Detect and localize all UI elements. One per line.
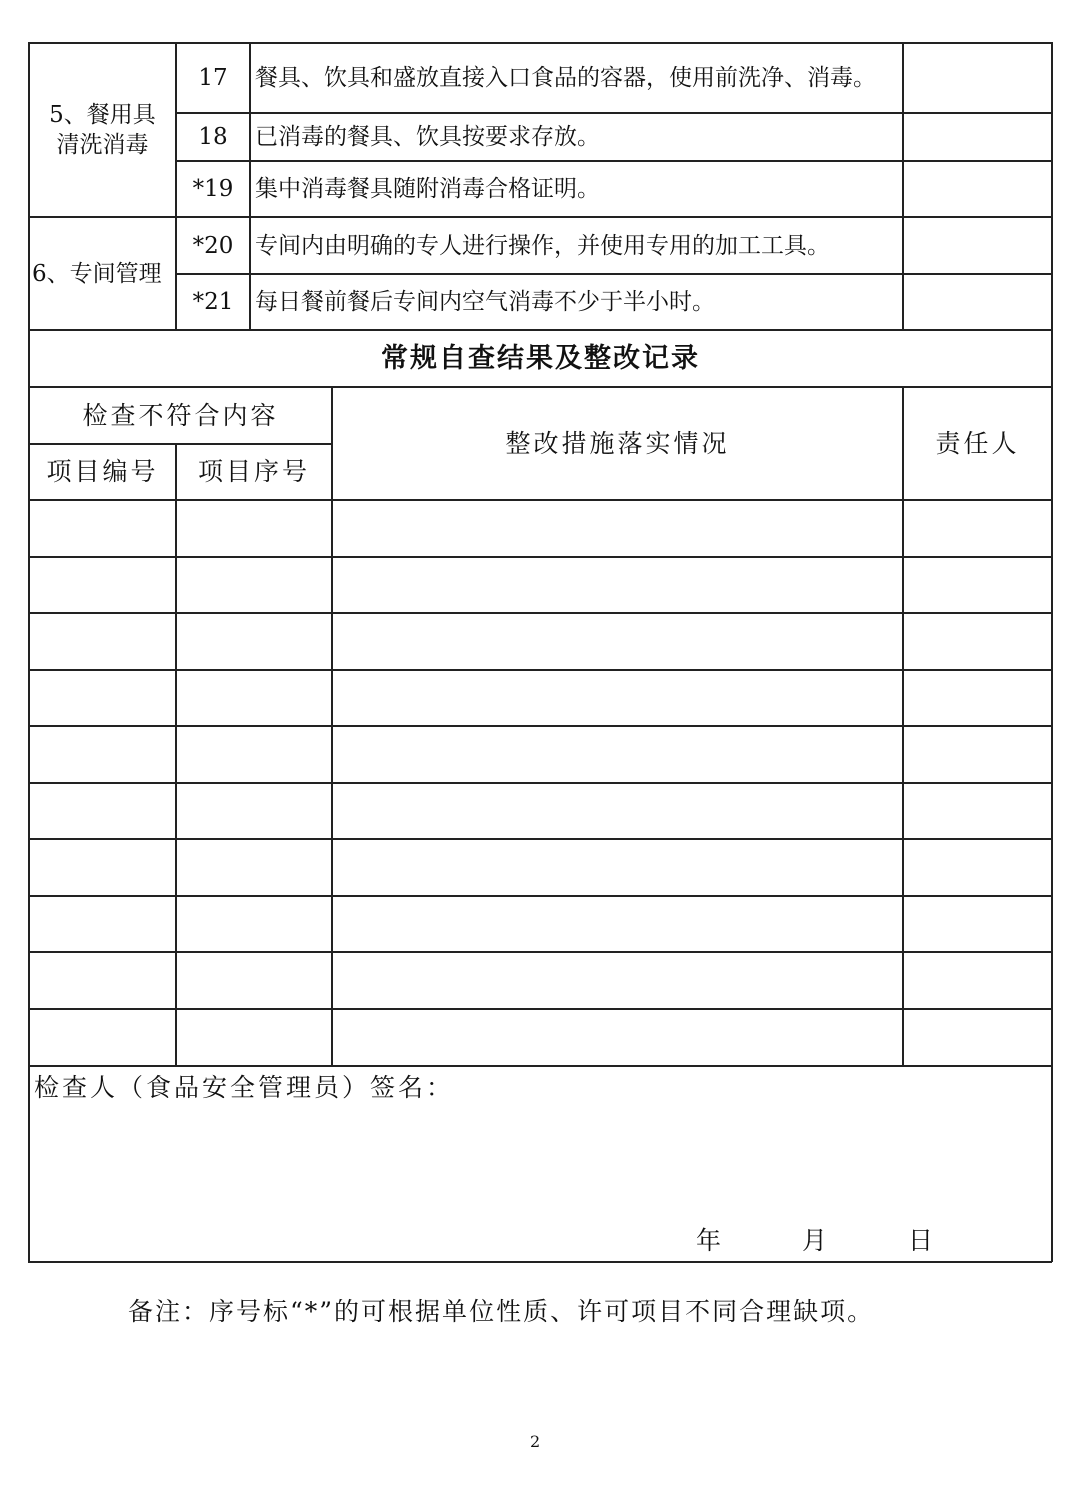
signature-year: 年	[695, 1226, 724, 1255]
item-number: *19	[192, 176, 234, 202]
item-number: *20	[192, 232, 234, 259]
signature-label: 检查人（食品安全管理员）签名：	[34, 1073, 455, 1102]
table-bottom-border	[28, 1261, 1052, 1263]
row-divider	[28, 556, 1052, 558]
item-requirement: 专间内由明确的专人进行操作，并使用专用的加工工具。	[255, 232, 830, 259]
table-right-border	[1051, 42, 1053, 1262]
item-requirement: 已消毒的餐具、饮具按要求存放。	[255, 124, 600, 150]
row-divider	[28, 612, 1052, 614]
signature-day: 日	[907, 1226, 936, 1255]
item-requirement: 每日餐前餐后专间内空气消毒不少于半小时。	[255, 289, 715, 315]
row-divider	[28, 838, 1052, 840]
page-number: 2	[530, 1432, 541, 1451]
row-divider	[28, 499, 1052, 501]
row-divider	[28, 951, 1052, 953]
nonconform-header: 检查不符合内容	[82, 400, 279, 430]
signature-month: 月	[801, 1226, 830, 1255]
column-divider	[902, 42, 904, 330]
row-divider	[28, 782, 1052, 784]
column-divider	[175, 443, 177, 1066]
record-section-title: 常规自查结果及整改记录	[381, 342, 700, 374]
row-divider	[28, 725, 1052, 727]
category-cell: 5、餐用具清洗消毒	[49, 102, 156, 158]
row-divider	[28, 1008, 1052, 1010]
category-cell: 6、专间管理	[32, 260, 162, 287]
item-number: *21	[192, 289, 234, 315]
responsible-header: 责任人	[935, 428, 1020, 458]
row-divider	[28, 895, 1052, 897]
item-number: 18	[198, 124, 228, 150]
row-divider	[28, 669, 1052, 671]
item-seq-header: 项目序号	[197, 457, 310, 486]
item-code-header: 项目编号	[46, 457, 159, 486]
item-requirement: 集中消毒餐具随附消毒合格证明。	[255, 176, 600, 202]
row-divider	[28, 1065, 1052, 1067]
footnote: 备注：序号标“*”的可根据单位性质、许可项目不同合理缺项。	[128, 1297, 875, 1326]
item-requirement: 餐具、饮具和盛放直接入口食品的容器，使用前洗净、消毒。	[255, 65, 876, 91]
measures-header: 整改措施落实情况	[505, 428, 730, 458]
item-number: 17	[198, 65, 228, 91]
